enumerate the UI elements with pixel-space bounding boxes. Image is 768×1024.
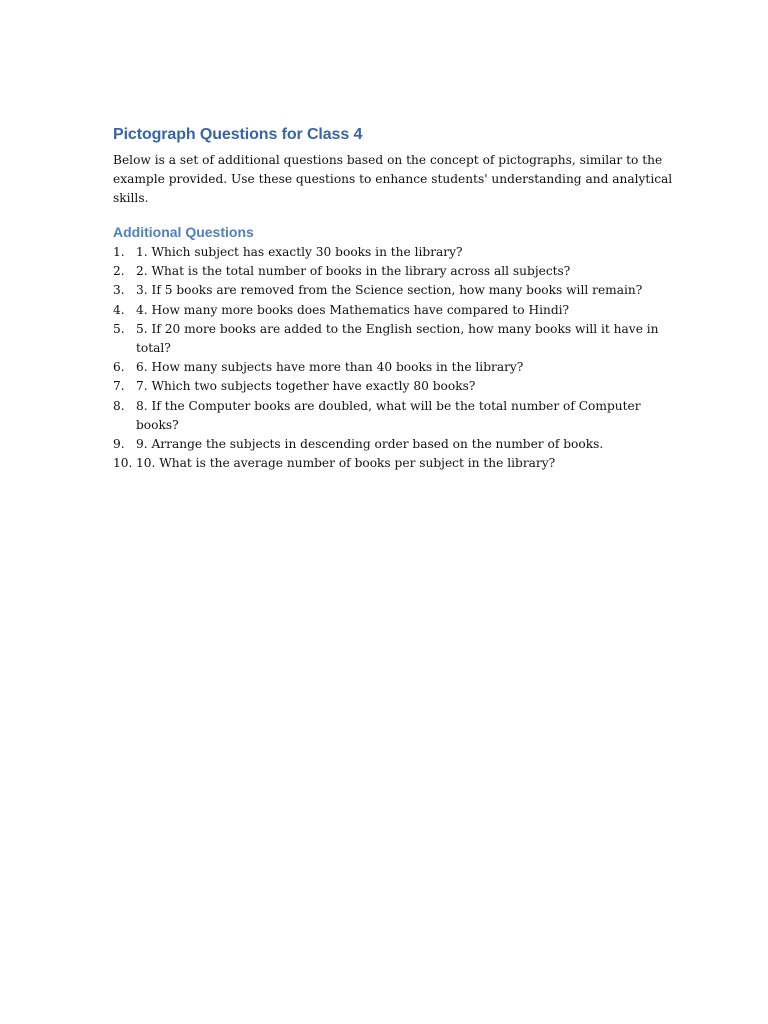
question-number: 10. (113, 456, 133, 471)
question-number: 9. (113, 437, 125, 452)
question-text: 9. Arrange the subjects in descending order based on the number of books. (136, 437, 604, 452)
question-item-1 (113, 243, 673, 262)
question-item-9 (113, 435, 673, 454)
question-text: 10. What is the average number of books per subject in the library? (136, 456, 556, 471)
question-number: 7. (113, 379, 125, 394)
document-title: Pictograph Questions for Class 4 (113, 126, 363, 143)
question-item-10 (113, 454, 673, 473)
question-number: 2. (113, 264, 125, 279)
questions-list (113, 243, 673, 473)
question-text: 5. If 20 more books are added to the English section, how many books will it have in total? (136, 321, 659, 356)
question-number: 8. (113, 398, 125, 413)
question-item-2 (113, 262, 673, 281)
intro-paragraph: Below is a set of additional questions based on the concept of pictographs, similar to the example provided. Use these questions to enhance students' understanding and analytical skills. (113, 153, 673, 205)
question-item-4 (113, 301, 673, 320)
question-number: 5. (113, 321, 125, 336)
question-item-3 (113, 281, 673, 300)
document-page (113, 124, 673, 473)
question-text: 2. What is the total number of books in the library across all subjects? (136, 264, 571, 279)
question-item-8 (113, 397, 673, 435)
question-number: 1. (113, 245, 125, 259)
question-text: 6. How many subjects have more than 40 books in the library? (136, 360, 524, 375)
question-text: 4. How many more books does Mathematics have compared to Hindi? (136, 302, 570, 317)
question-item-7 (113, 377, 673, 396)
question-text: 1. Which subject has exactly 30 books in the library? (136, 245, 463, 259)
question-number: 6. (113, 360, 125, 375)
question-text: 7. Which two subjects together have exactly 80 books? (136, 379, 476, 394)
question-text: 3. If 5 books are removed from the Science section, how many books will remain? (136, 283, 643, 298)
question-item-5 (113, 320, 673, 358)
question-text: 8. If the Computer books are doubled, what will be the total number of Computer books? (136, 398, 641, 432)
section-title-additional-questions: Additional Questions (113, 224, 254, 240)
question-number: 4. (113, 302, 125, 317)
question-item-6 (113, 358, 673, 377)
question-number: 3. (113, 283, 125, 298)
